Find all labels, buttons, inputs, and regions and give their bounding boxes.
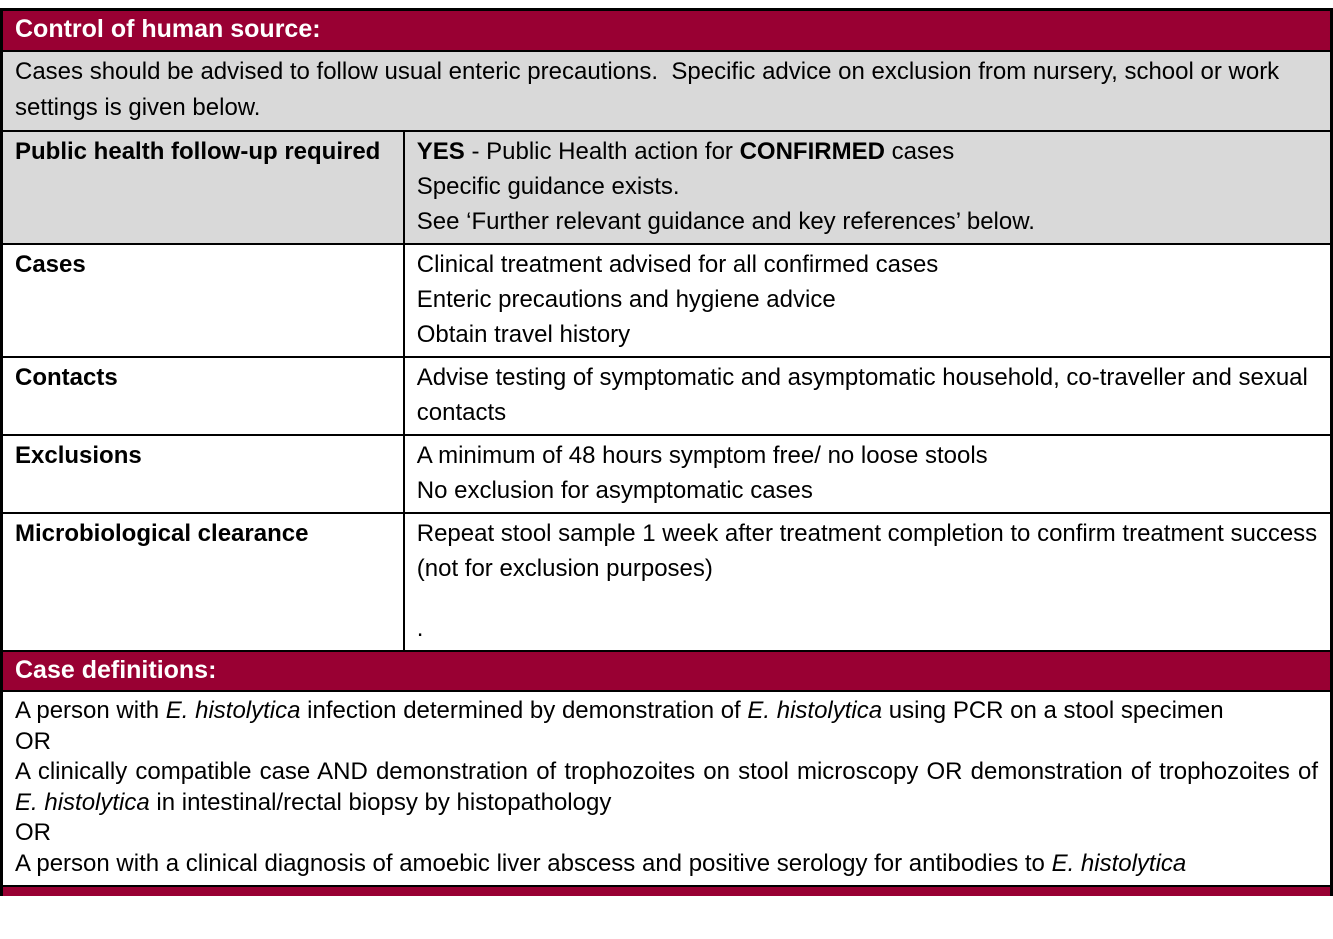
next-section-header-partial (3, 885, 1330, 896)
row-label: Public health follow-up required (3, 131, 404, 244)
case-definitions-section-header (3, 650, 1330, 691)
control-intro-text: Cases should be advised to follow usual enteric precautions. Specific advice on exclusion from nursery, school or work settings is given below. (3, 50, 1330, 130)
case-definitions-title: Case definitions: (15, 655, 217, 684)
case-definitions-text: A person with E. histolytica infection determined by demonstration of E. histolytica using PCR on a stool specimen OR A clinically compatible case AND demonstration of trophozoites on stool microscopy OR demonstration of trophozoites of E. histolytica in intestinal/rectal biopsy by histopathology OR A person with a clinical diagnosis of amoebic liver abscess and positive serology for antibodies to E. histolytica (3, 690, 1330, 885)
control-table (3, 130, 1330, 650)
guidance-document (0, 8, 1333, 896)
row-content: Clinical treatment advised for all confirmed cases Enteric precautions and hygiene advice Obtain travel history (404, 244, 1330, 357)
row-label: Microbiological clearance (3, 513, 404, 650)
row-label: Exclusions (3, 435, 404, 513)
row-microbiological-clearance (3, 513, 1330, 650)
row-content: Repeat stool sample 1 week after treatment completion to confirm treatment success (not for exclusion purposes) . (404, 513, 1330, 650)
row-public-health-follow-up (3, 131, 1330, 244)
row-content: YES - Public Health action for CONFIRMED cases Specific guidance exists. See ‘Further relevant guidance and key references’ below. (404, 131, 1330, 244)
row-content: A minimum of 48 hours symptom free/ no loose stools No exclusion for asymptomatic cases (404, 435, 1330, 513)
row-cases (3, 244, 1330, 357)
row-contacts (3, 357, 1330, 435)
row-content: Advise testing of symptomatic and asymptomatic household, co-traveller and sexual contacts (404, 357, 1330, 435)
row-label: Contacts (3, 357, 404, 435)
row-exclusions (3, 435, 1330, 513)
control-section-header (3, 11, 1330, 50)
control-section-title: Control of human source: (15, 15, 321, 43)
row-label: Cases (3, 244, 404, 357)
